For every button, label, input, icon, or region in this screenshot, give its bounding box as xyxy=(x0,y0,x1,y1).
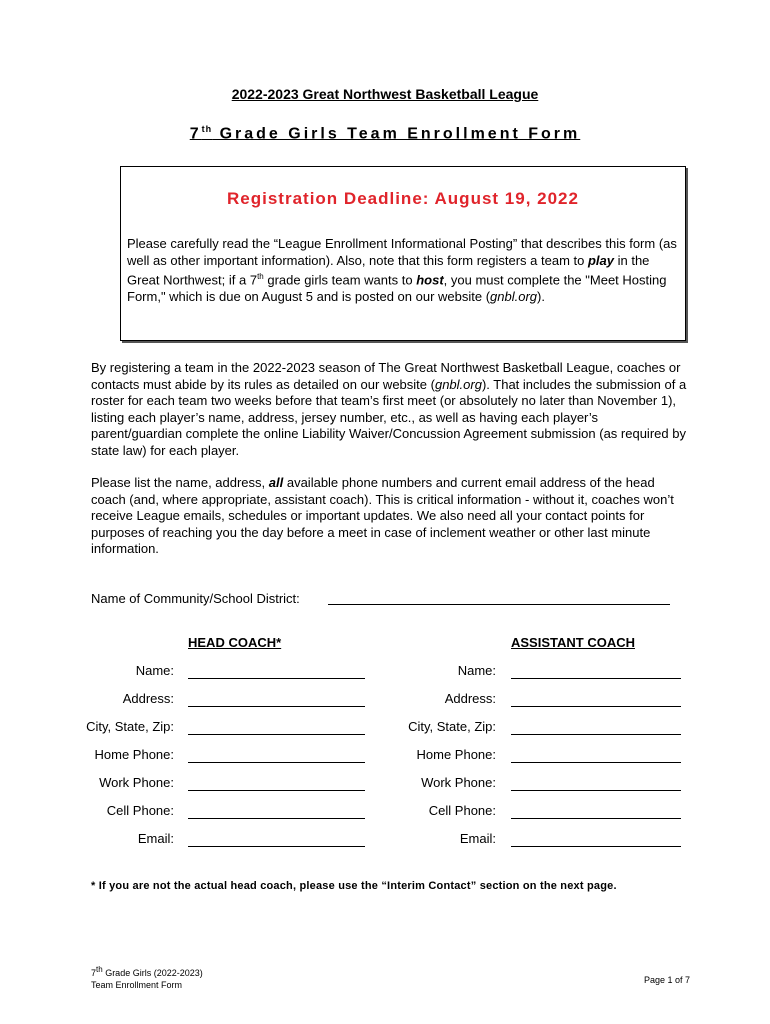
paragraph-contact-info xyxy=(91,475,691,558)
interim-contact-footnote: * If you are not the actual head coach, please use the “Interim Contact” section on the next page. xyxy=(91,880,617,892)
notice-text xyxy=(127,236,683,305)
head-name-field[interactable] xyxy=(188,678,365,679)
assistant-cell-phone-label: Cell Phone: xyxy=(428,803,496,818)
footer-sup: th xyxy=(96,965,103,974)
notice-text-4: , you must complete the "Meet Hosting Form," which is due on August 5 and is posted on our website ( xyxy=(127,272,667,304)
head-coach-heading: HEAD COACH* xyxy=(188,635,282,650)
head-address-field[interactable] xyxy=(188,706,365,707)
head-email-field[interactable] xyxy=(188,846,365,847)
assistant-address-field[interactable] xyxy=(511,706,681,707)
page-number: Page 1 of 7 xyxy=(643,975,690,985)
league-title: 2022-2023 Great Northwest Basketball League xyxy=(231,86,539,102)
head-email-label: Email: xyxy=(137,831,174,846)
notice-text-1: Please carefully read the “League Enrollment Informational Posting” that describes this form (as well as other important information). Also, note that this form registers a team to xyxy=(127,236,677,268)
head-city-label: City, State, Zip: xyxy=(86,719,174,734)
assistant-work-phone-field[interactable] xyxy=(511,790,681,791)
assistant-name-label: Name: xyxy=(457,663,496,678)
notice-website: gnbl.org xyxy=(490,288,538,304)
form-title xyxy=(0,124,770,143)
notice-sup: th xyxy=(257,272,264,281)
paragraph2-all: all xyxy=(268,475,284,490)
notice-text-3: grade girls team wants to xyxy=(263,272,417,288)
paragraph2-text-b: available phone numbers and current email address of the head coach (and, where appropriate, assistant coach). This is critical information - without it, coaches won’t receive League emails, schedules or important updates. We also need all your contact points for purposes of reaching you the day before a meet in case of inclement weather or other last minute information. xyxy=(91,475,674,556)
form-title-grade: 7 xyxy=(189,125,202,143)
form-title-text: Grade Girls Team Enrollment Form xyxy=(212,125,581,143)
head-cell-phone-label: Cell Phone: xyxy=(106,803,174,818)
head-work-phone-label: Work Phone: xyxy=(99,775,174,790)
head-address-label: Address: xyxy=(122,691,174,706)
head-city-field[interactable] xyxy=(188,734,365,735)
assistant-home-phone-field[interactable] xyxy=(511,762,681,763)
paragraph2-text-a: Please list the name, address, xyxy=(91,475,269,490)
registration-deadline: Registration Deadline: August 19, 2022 xyxy=(227,189,579,208)
assistant-coach-heading: ASSISTANT COACH xyxy=(511,635,635,650)
community-input-line[interactable] xyxy=(328,604,670,605)
assistant-home-phone-label: Home Phone: xyxy=(416,747,496,762)
assistant-email-label: Email: xyxy=(459,831,496,846)
paragraph-registration-rules xyxy=(91,360,691,459)
notice-play: play xyxy=(587,252,614,268)
footer-grade: 7 xyxy=(91,968,97,978)
head-name-label: Name: xyxy=(135,663,174,678)
footer-line-2: Team Enrollment Form xyxy=(91,980,183,990)
assistant-address-label: Address: xyxy=(444,691,496,706)
form-title-sup: th xyxy=(201,124,213,134)
head-work-phone-field[interactable] xyxy=(188,790,365,791)
notice-host: host xyxy=(416,272,444,288)
footer-form-name xyxy=(91,964,203,991)
head-home-phone-label: Home Phone: xyxy=(94,747,174,762)
assistant-work-phone-label: Work Phone: xyxy=(421,775,496,790)
paragraph1-text-b: ). That includes the submission of a roster for each team two weeks before that team’s first meet (or absolutely no later than November 1), listing each player’s name, address, jersey number, etc., as well as having each player’s parent/guardian complete the online Liability Waiver/Concussion Agreement submission (as required by state law) for each player. xyxy=(91,376,687,458)
head-cell-phone-field[interactable] xyxy=(188,818,365,819)
assistant-cell-phone-field[interactable] xyxy=(511,818,681,819)
notice-text-2: in the Great Northwest; if a 7 xyxy=(127,252,650,288)
notice-text-5: ). xyxy=(537,288,545,304)
head-home-phone-field[interactable] xyxy=(188,762,365,763)
footer-line-1-text: Grade Girls (2022-2023) xyxy=(102,968,203,978)
assistant-city-field[interactable] xyxy=(511,734,681,735)
assistant-name-field[interactable] xyxy=(511,678,681,679)
paragraph1-text-a: By registering a team in the 2022-2023 season of The Great Northwest Basketball League, coaches or contacts must abide by its rules as detailed on our website ( xyxy=(91,360,681,392)
assistant-email-field[interactable] xyxy=(511,846,681,847)
assistant-city-label: City, State, Zip: xyxy=(408,719,496,734)
paragraph1-website: gnbl.org xyxy=(434,376,482,392)
community-label: Name of Community/School District: xyxy=(91,591,300,606)
footer-line-1 xyxy=(91,964,203,979)
